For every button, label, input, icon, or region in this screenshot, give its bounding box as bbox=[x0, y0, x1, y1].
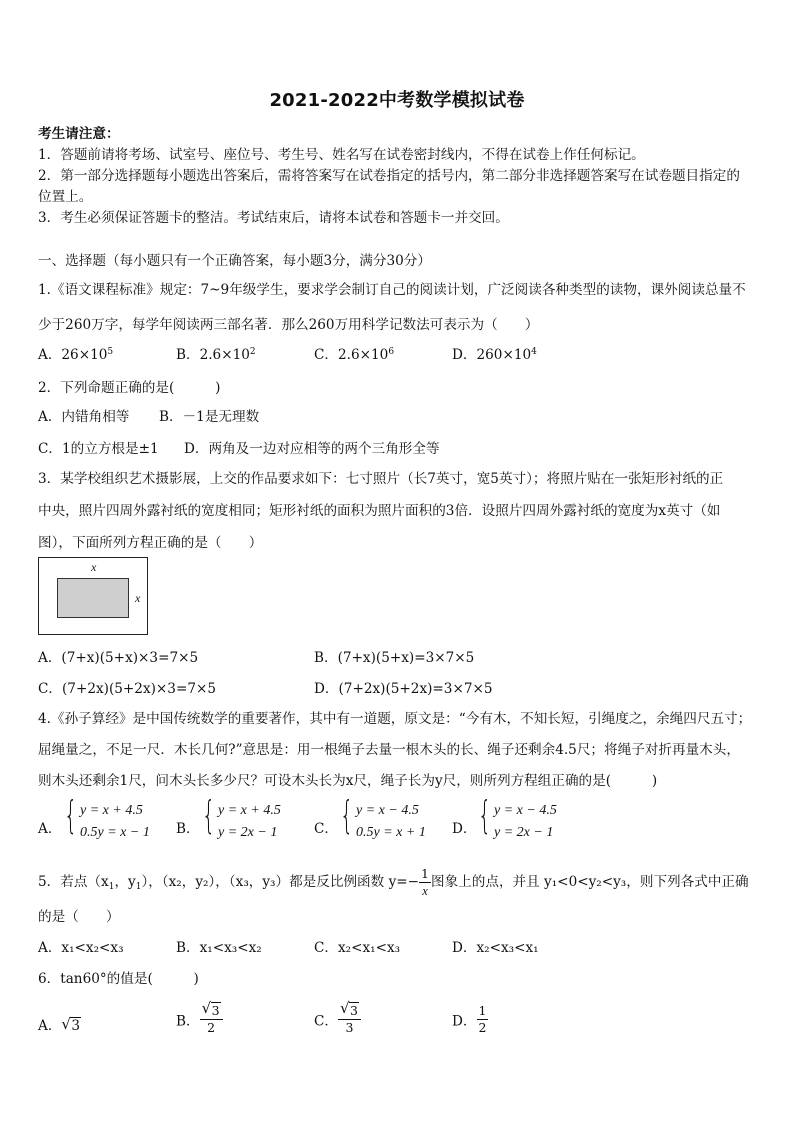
equation: y = x − 4.5 bbox=[356, 803, 419, 818]
notice-item: 1．答题前请将考场、试室号、座位号、考生号、姓名写在试卷密封线内，不得在试卷上作任何标记。 bbox=[38, 147, 645, 163]
q5-option-d[interactable]: D．x₂<x₃<x₁ bbox=[452, 940, 539, 956]
q2-option-c[interactable]: C．1的立方根是±1 bbox=[38, 441, 159, 457]
question-4-stem: 则木头还剩余1尺，问木头长多少尺？可设木头长为x尺，绳子长为y尺，则所列方程组正确的是( ) bbox=[38, 773, 658, 789]
notice-item: 2．第一部分选择题每小题选出答案后，需将答案写在试卷指定的括号内，第二部分非选择题答案写在试卷题目指定的 bbox=[38, 168, 740, 184]
brace-icon: { bbox=[340, 793, 354, 837]
notice-item: 3．考生必须保证答题卡的整洁。考试结束后，请将本试卷和答题卡一并交回。 bbox=[38, 210, 509, 226]
q2-option-a[interactable]: A．内错角相等 bbox=[38, 409, 130, 425]
equation: y = x − 4.5 bbox=[494, 803, 557, 818]
q2-option-b[interactable]: B．－1是无理数 bbox=[159, 409, 260, 425]
fraction: √ 3 2 bbox=[200, 1003, 223, 1036]
q3-option-b[interactable]: B．(7+x)(5+x)=3×7×5 bbox=[314, 650, 475, 666]
q3-option-d[interactable]: D．(7+2x)(5+2x)=3×7×5 bbox=[314, 681, 493, 697]
q4-option-b-label[interactable]: B． bbox=[176, 821, 200, 837]
equation: 0.5y = x + 1 bbox=[356, 825, 426, 840]
page-title: 2021-2022中考数学模拟试卷 bbox=[269, 90, 525, 111]
section-heading: 一、选择题（每小题只有一个正确答案，每小题3分，满分30分） bbox=[38, 253, 431, 269]
question-6-stem: 6．tan60°的值是( ) bbox=[38, 971, 199, 987]
notice-heading: 考生请注意： bbox=[38, 126, 120, 142]
q1-option-c[interactable]: C．$2.6\times 10^6$ bbox=[314, 347, 395, 363]
q3-option-a[interactable]: A．(7+x)(5+x)×3=7×5 bbox=[38, 650, 199, 666]
q5-option-a[interactable]: A．x₁<x₂<x₃ bbox=[38, 940, 124, 956]
question-4-stem: 屈绳量之，不足一尺．木长几何?”意思是：用一根绳子去量一根木头的长、绳子还剩余4.5尺；将绳子对折再量木头， bbox=[38, 742, 740, 758]
fraction: $\frac{1}{2}$ bbox=[478, 1003, 487, 1035]
equation: y = 2x − 1 bbox=[494, 825, 554, 840]
q6-option-d[interactable]: D． $\frac{1}{2}$ bbox=[452, 1003, 487, 1035]
question-3-stem: 3．某学校组织艺术摄影展，上交的作品要求如下：七寸照片（长7英寸，宽5英寸）；将照片贴在一张矩形衬纸的正 bbox=[38, 471, 724, 487]
q6-option-a[interactable]: A． √ 3 bbox=[38, 1015, 81, 1034]
q4-option-a-label[interactable]: A． bbox=[38, 821, 62, 837]
question-2-stem: 2．下列命题正确的是( ) bbox=[38, 380, 221, 396]
photo-rectangle bbox=[57, 578, 129, 618]
brace-icon: { bbox=[478, 793, 492, 837]
question-3-stem: 图），下面所列方程正确的是（ ） bbox=[38, 535, 263, 551]
equation: y = x + 4.5 bbox=[80, 803, 143, 818]
brace-icon: { bbox=[202, 793, 216, 837]
q5-option-b[interactable]: B．x₁<x₃<x₂ bbox=[176, 940, 262, 956]
q5-option-c[interactable]: C．x₂<x₁<x₃ bbox=[314, 940, 401, 956]
q4-option-d-label[interactable]: D． bbox=[452, 821, 477, 837]
figure-label-x-right: x bbox=[135, 591, 141, 605]
q4-option-c-label[interactable]: C． bbox=[314, 821, 338, 837]
q1-option-d[interactable]: D．$260\times 10^4$ bbox=[452, 347, 537, 363]
notice-item: 位置上。 bbox=[38, 189, 93, 205]
question-4-stem: 4.《孙子算经》是中国传统数学的重要著作，其中有一道题，原文是：“今有木，不知长短，引绳度之，余绳四尺五寸； bbox=[38, 711, 752, 727]
photo-mat-figure bbox=[38, 557, 148, 635]
brace-icon: { bbox=[64, 793, 78, 837]
figure-label-x-top: x bbox=[91, 560, 97, 574]
q6-option-c[interactable]: C． √ 3 3 bbox=[314, 1003, 361, 1036]
fraction: $\frac{1}{x}$ bbox=[421, 866, 429, 898]
question-1-stem: 1.《语文课程标准》规定：7~9年级学生，要求学会制订自己的阅读计划，广泛阅读各种类型的读物，课外阅读总量不 bbox=[38, 282, 746, 298]
equation: 0.5y = x − 1 bbox=[80, 825, 150, 840]
question-1-stem: 少于260万字，每学年阅读两三部名著．那么260万用科学记数法可表示为（ ） bbox=[38, 317, 539, 333]
equation: y = 2x − 1 bbox=[218, 825, 278, 840]
q3-option-c[interactable]: C．(7+2x)(5+2x)×3=7×5 bbox=[38, 681, 217, 697]
q1-option-b[interactable]: B．$2.6\times 10^2$ bbox=[176, 347, 256, 363]
q1-option-a[interactable]: A．$26\times 10^5$ bbox=[38, 347, 114, 363]
question-3-stem: 中央，照片四周外露衬纸的宽度相同；矩形衬纸的面积为照片面积的3倍．设照片四周外露衬纸的宽度为x英寸（如 bbox=[38, 503, 721, 519]
q2-option-d[interactable]: D．两角及一边对应相等的两个三角形全等 bbox=[184, 441, 440, 457]
question-5-stem: 5．若点（$x_1$，$y_1$），（x₂，y₂），（x₃，y₃）都是反比例函数 y=− $\frac{1}{x}$ 图象上的点，并且 y₁<0<y₂<y₃，则下列各式中正确 bbox=[38, 866, 749, 898]
q6-option-b[interactable]: B． √ 3 2 bbox=[176, 1003, 223, 1036]
question-5-stem: 的是（ ） bbox=[38, 909, 120, 925]
equation: y = x + 4.5 bbox=[218, 803, 281, 818]
fraction: √ 3 3 bbox=[338, 1003, 361, 1036]
sqrt: √ 3 bbox=[61, 1015, 81, 1034]
